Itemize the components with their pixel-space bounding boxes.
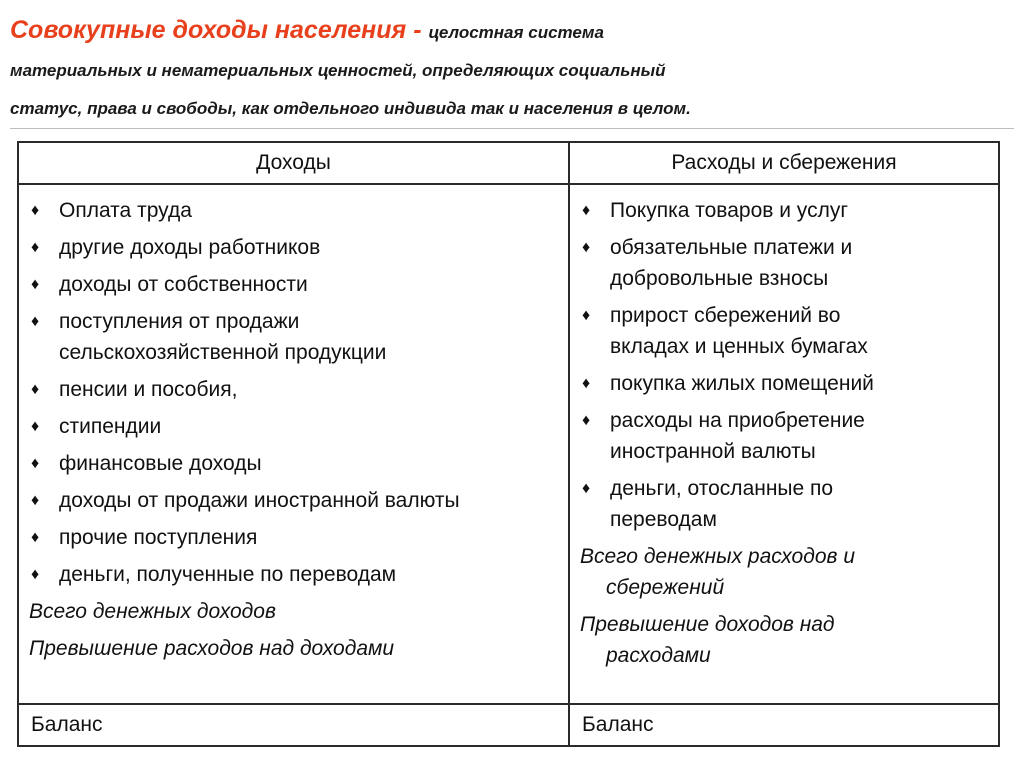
income-totals [29,596,560,664]
table-body-row [18,184,999,704]
list-item [29,306,560,368]
list-item-text: обязательные платежи и [610,236,853,259]
list-item [29,522,560,553]
list-item-text: вкладах и ценных бумагах [610,335,868,358]
diamond-bullet-icon: ♦ [582,307,591,324]
income-expenses-table [17,141,1000,747]
diamond-bullet-icon: ♦ [31,418,40,435]
diamond-bullet-icon: ♦ [31,492,40,509]
list-item [29,232,560,263]
diamond-bullet-icon: ♦ [31,529,40,546]
income-list [29,195,560,590]
definition-line-1 [10,12,1010,52]
diamond-bullet-icon: ♦ [31,381,40,398]
expenses-total-text: Всего денежных расходов и [580,545,855,568]
list-item [29,195,560,226]
list-item-text: финансовые доходы [59,452,262,475]
list-item-text: расходы на приобретение [610,409,865,432]
expenses-column-header: Расходы и сбережения [569,142,999,184]
heading-divider [10,128,1014,129]
expenses-total-text: расходами [606,644,711,667]
list-item [29,411,560,442]
definition-text-2: материальных и нематериальных ценностей, определяющих социальный [10,61,666,80]
income-balance: Баланс [18,704,569,746]
definition-text-1: целостная система [428,23,604,42]
list-item [29,485,560,516]
list-item [29,448,560,479]
list-item-text: прирост сбережений во [610,304,841,327]
diamond-bullet-icon: ♦ [31,455,40,472]
list-item-text: добровольные взносы [610,267,829,290]
list-item-text: Покупка товаров и услуг [610,199,848,222]
list-item-text: Оплата труда [59,199,192,222]
list-item [580,405,990,467]
expenses-total-line [580,609,990,671]
list-item-text: деньги, отосланные по [610,477,834,500]
diamond-bullet-icon: ♦ [31,566,40,583]
term-title: Совокупные доходы населения [10,16,407,44]
expenses-cell [569,184,999,704]
list-item [580,473,990,535]
definition-heading [10,12,1010,128]
diamond-bullet-icon: ♦ [582,480,591,497]
list-item [29,269,560,300]
list-item [29,374,560,405]
expenses-total-line [580,541,990,603]
diamond-bullet-icon: ♦ [582,412,591,429]
diamond-bullet-icon: ♦ [31,239,40,256]
diamond-bullet-icon: ♦ [582,202,591,219]
list-item-text: сельскохозяйственной продукции [59,341,387,364]
list-item-text: стипендии [59,415,162,438]
income-column-header: Доходы [18,142,569,184]
expenses-totals [580,541,990,671]
list-item-text: иностранной валюты [610,440,816,463]
expenses-total-text: Превышение доходов над [580,613,835,636]
list-item-text: поступления от продажи [59,310,300,333]
diamond-bullet-icon: ♦ [31,313,40,330]
list-item-text: пенсии и пособия, [59,378,238,401]
list-item-text: переводам [610,508,717,531]
term-dash: - [406,16,429,44]
list-item-text: деньги, полученные по переводам [59,563,397,586]
expenses-list [580,195,990,535]
expenses-total-text: сбережений [606,576,725,599]
list-item [580,232,990,294]
balance-row [18,704,999,746]
list-item [580,368,990,399]
diamond-bullet-icon: ♦ [582,239,591,256]
diamond-bullet-icon: ♦ [31,276,40,293]
list-item-text: доходы от собственности [59,273,308,296]
diamond-bullet-icon: ♦ [582,375,591,392]
definition-text-3: статус, права и свободы, как отдельного индивида так и населения в целом. [10,99,691,118]
diamond-bullet-icon: ♦ [31,202,40,219]
expenses-balance: Баланс [569,704,999,746]
list-item [29,559,560,590]
income-total-line: Всего денежных доходов [29,600,276,623]
list-item-text: прочие поступления [59,526,258,549]
income-total-line: Превышение расходов над доходами [29,637,395,660]
list-item-text: другие доходы работников [59,236,321,259]
list-item-text: доходы от продажи иностранной валюты [59,489,460,512]
list-item [580,195,990,226]
table-header-row [18,142,999,184]
income-cell [18,184,569,704]
list-item [580,300,990,362]
list-item-text: покупка жилых помещений [610,372,874,395]
